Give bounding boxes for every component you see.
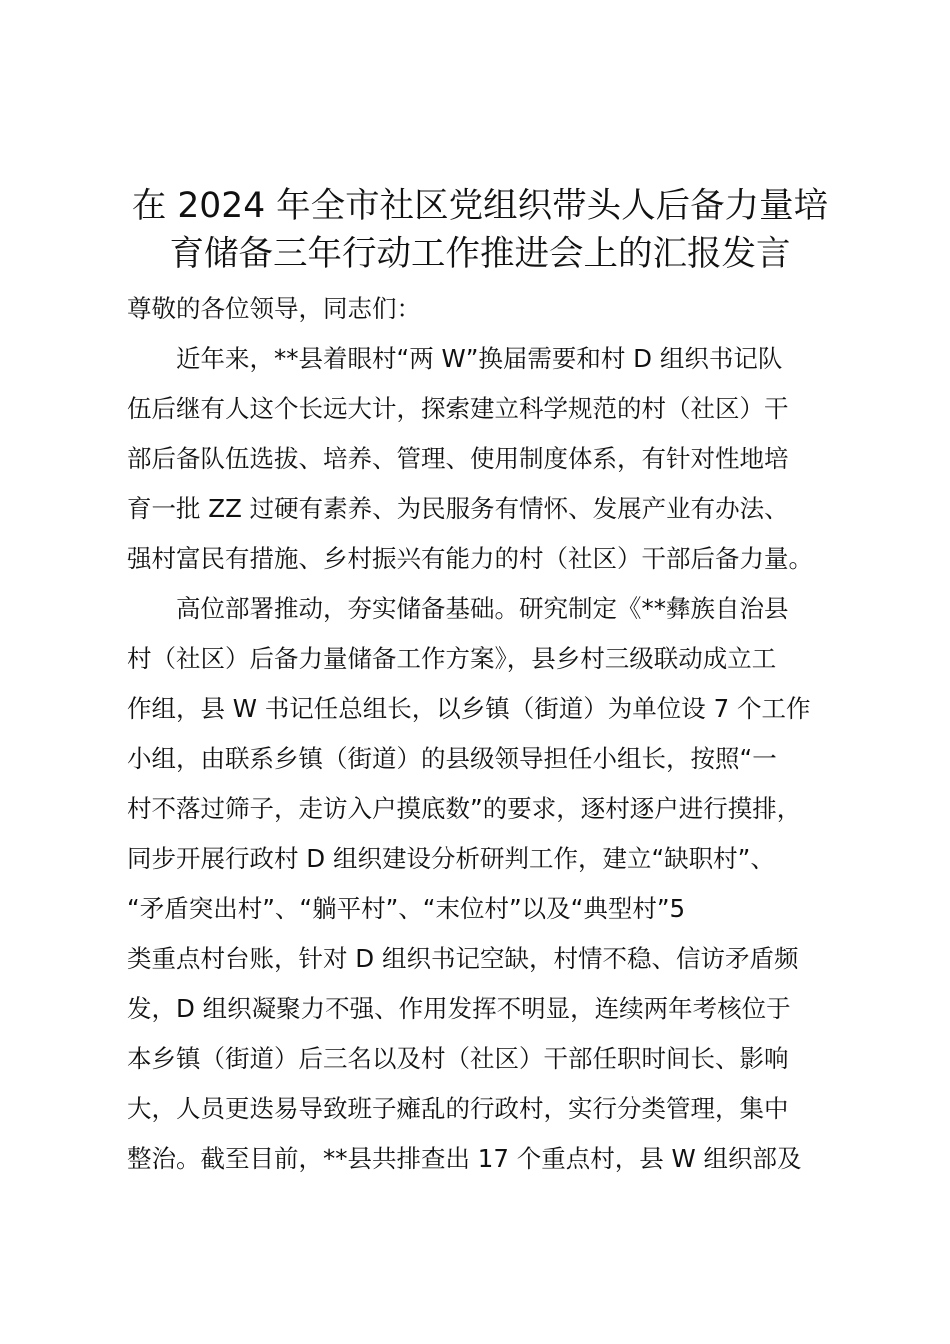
document-title — [100, 182, 860, 278]
body-line-6: 高位部署推动，夯实储备基础。研究制定《**彝族自治县 — [127, 594, 789, 623]
body-line-9: 小组，由联系乡镇（街道）的县级领导担任小组长，按照“一 — [127, 744, 777, 773]
body-line-11: 同步开展行政村 D 组织建设分析研判工作，建立“缺职村”、 — [127, 844, 775, 873]
body-line-5: 强村富民有措施、乡村振兴有能力的村（社区）干部后备力量。 — [127, 544, 813, 573]
body-line-10: 村不落过筛子，走访入户摸底数”的要求，逐村逐户进行摸排， — [127, 794, 802, 823]
title-line-2: 育储备三年行动工作推进会上的汇报发言 — [169, 234, 791, 274]
body-line-3: 部后备队伍选拔、培养、管理、使用制度体系，有针对性地培 — [127, 444, 789, 473]
body-line-1: 近年来，**县着眼村“两 W”换届需要和村 D 组织书记队 — [127, 344, 783, 373]
body-line-4: 育一批 ZZ 过硬有素养、为民服务有情怀、发展产业有办法、 — [127, 494, 789, 523]
body-line-14: 发，D 组织凝聚力不强、作用发挥不明显，连续两年考核位于 — [127, 994, 791, 1023]
body-line-16: 大，人员更迭易导致班子瘫乱的行政村，实行分类管理，集中 — [127, 1094, 789, 1123]
body-line-17: 整治。截至目前，**县共排查出 17 个重点村，县 W 组织部及 — [127, 1144, 802, 1173]
salutation: 尊敬的各位领导，同志们： — [127, 294, 421, 323]
body-line-12: “矛盾突出村”、“躺平村”、“末位村”以及“典型村”5 — [127, 894, 686, 923]
body-line-13: 类重点村台账，针对 D 组织书记空缺，村情不稳、信访矛盾频 — [127, 944, 799, 973]
title-line-1: 在 2024 年全市社区党组织带头人后备力量培 — [131, 186, 829, 226]
body-line-2: 伍后继有人这个长远大计，探索建立科学规范的村（社区）干 — [127, 394, 789, 423]
body-line-8: 作组，县 W 书记任总组长，以乡镇（街道）为单位设 7 个工作 — [127, 694, 811, 723]
body-line-7: 村（社区）后备力量储备工作方案》，县乡村三级联动成立工 — [127, 644, 777, 673]
document-body — [127, 284, 867, 1184]
body-line-15: 本乡镇（街道）后三名以及村（社区）干部任职时间长、影响 — [127, 1044, 789, 1073]
